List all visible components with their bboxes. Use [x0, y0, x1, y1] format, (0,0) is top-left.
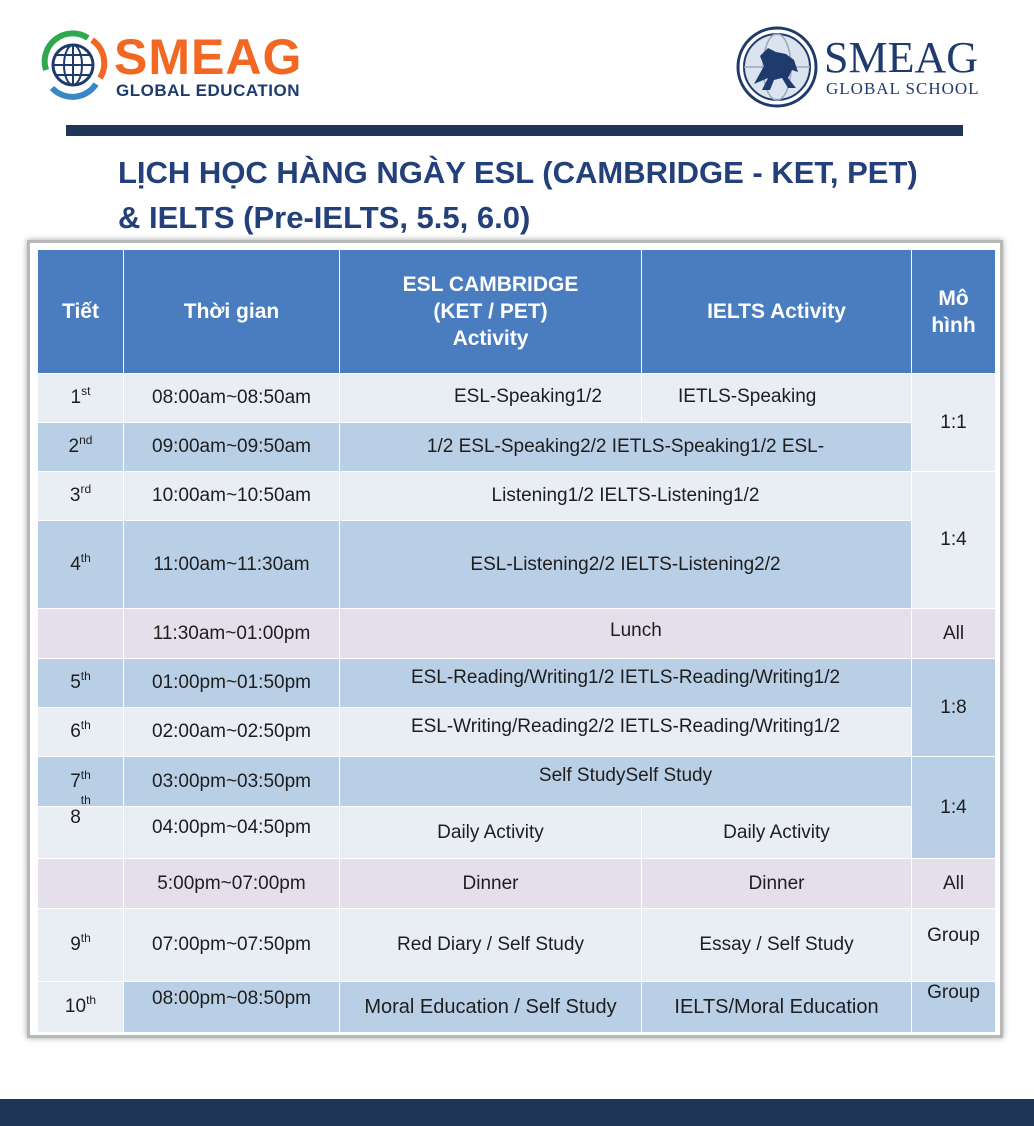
period-cell: 4 $^{th}$ — [38, 521, 124, 609]
period-number: 7 — [70, 770, 81, 792]
brand-name: SMEAG — [114, 29, 303, 85]
period-cell: 2 $^{nd}$ — [38, 423, 124, 472]
esl-activity-cell: Dinner — [340, 859, 642, 909]
header-divider — [66, 125, 963, 136]
time-cell: 04:00pm~04:50pm — [124, 807, 340, 859]
period-cell — [38, 609, 124, 659]
esl-activity-cell: Red Diary / Self Study — [340, 909, 642, 982]
globe-icon — [38, 30, 108, 100]
period-cell: 3 $^{rd}$ — [38, 472, 124, 521]
period-cell: 6 $^{th}$ — [38, 708, 124, 757]
model-cell: All — [912, 859, 996, 909]
activity-cell: Listening1/2 IELTS-Listening1/2 — [340, 472, 912, 521]
brand-name: SMEAG — [824, 33, 979, 82]
activity-cell: 1/2 ESL-Speaking2/2 IETLS-Speaking1/2 ESL- — [340, 423, 912, 472]
model-cell: 1:4 — [912, 472, 996, 609]
header-esl — [340, 250, 642, 374]
activity-cell: Self StudySelf Study — [340, 757, 912, 807]
smeag-global-school-logo — [736, 26, 998, 112]
period-cell: 7 $^{th}$ — [38, 757, 124, 807]
model-cell: All — [912, 609, 996, 659]
time-cell: 08:00am~08:50am — [124, 374, 340, 423]
horse-seal-icon — [736, 26, 818, 108]
period-number: 4 — [70, 553, 81, 575]
time-cell: 11:00am~11:30am — [124, 521, 340, 609]
period-number: 3 — [69, 485, 81, 506]
time-cell: 02:00am~02:50pm — [124, 708, 340, 757]
ielts-activity-cell: Dinner — [642, 859, 912, 909]
ielts-activity-cell: IELTS/Moral Education — [642, 982, 912, 1033]
model-cell: Group — [912, 909, 996, 982]
model-cell: 1:8 — [912, 659, 996, 757]
ielts-activity-cell: Daily Activity — [642, 807, 912, 859]
period-number: 5 — [70, 672, 81, 693]
header-esl-line-3: Activity — [452, 327, 529, 350]
schedule-table — [38, 250, 996, 1033]
esl-activity-text: ESL-Speaking1/2 — [454, 386, 602, 407]
esl-activity-cell: Daily Activity — [340, 807, 642, 859]
activity-cell: ESL-Listening2/2 IELTS-Listening2/2 — [340, 521, 912, 609]
period-number: 9 — [70, 934, 81, 955]
period-cell — [38, 859, 124, 909]
time-cell: 09:00am~09:50am — [124, 423, 340, 472]
model-cell: 1:4 — [912, 757, 996, 859]
title-line-2: & IELTS (Pre-IELTS, 5.5, 6.0) — [118, 200, 531, 235]
period-number: 10 — [64, 996, 87, 1017]
ielts-activity-cell: Essay / Self Study — [642, 909, 912, 982]
header-model-line-2: hình — [931, 313, 976, 337]
footer-bar — [0, 1099, 1034, 1126]
ielts-activity-text: IETLS-Speaking — [678, 386, 817, 407]
esl-activity-cell: Moral Education / Self Study — [340, 982, 642, 1033]
period-cell: 9 $^{th}$ — [38, 909, 124, 982]
header-model-line-1: Mô — [938, 286, 969, 310]
lunch-text: Lunch — [610, 620, 662, 641]
model-cell: 1:1 — [912, 374, 996, 472]
brand-subtitle: GLOBAL SCHOOL — [826, 79, 980, 98]
activity-cell: ESL-Reading/Writing1/2 IETLS-Reading/Writing1/2 — [340, 659, 912, 708]
header-period: Tiết — [38, 250, 124, 374]
time-cell: 11:30am~01:00pm — [124, 609, 340, 659]
page-title — [118, 150, 998, 240]
header-ielts: IELTS Activity — [642, 250, 912, 374]
activity-cell: ESL-Writing/Reading2/2 IETLS-Reading/Writing1/2 — [340, 708, 912, 757]
time-cell: 08:00pm~08:50pm — [124, 982, 340, 1033]
time-cell: 01:00pm~01:50pm — [124, 659, 340, 708]
period-cell: 1 $^{st}$ — [38, 374, 124, 423]
period-number: 8 — [70, 807, 81, 828]
header-time: Thời gian — [124, 250, 340, 374]
period-number: 1 — [70, 387, 82, 408]
period-cell: 5 $^{th}$ — [38, 659, 124, 708]
time-cell: 03:00pm~03:50pm — [124, 757, 340, 807]
time-cell: 10:00am~10:50am — [124, 472, 340, 521]
period-number: 2 — [68, 436, 80, 457]
model-cell: Group — [912, 982, 996, 1033]
period-cell: 10 $^{th}$ — [38, 982, 124, 1033]
period-cell — [38, 807, 124, 859]
brand-subtitle: GLOBAL EDUCATION — [116, 81, 300, 100]
title-line-1: LỊCH HỌC HÀNG NGÀY ESL (CAMBRIDGE - KET, PET) — [118, 155, 918, 190]
header-esl-line-2: (KET / PET) — [433, 300, 548, 323]
period-number: 6 — [70, 721, 81, 742]
header-esl-line-1: ESL CAMBRIDGE — [402, 273, 579, 296]
smeag-global-education-logo — [38, 26, 318, 106]
time-cell: 07:00pm~07:50pm — [124, 909, 340, 982]
time-cell: 5:00pm~07:00pm — [124, 859, 340, 909]
header-model — [912, 250, 996, 374]
